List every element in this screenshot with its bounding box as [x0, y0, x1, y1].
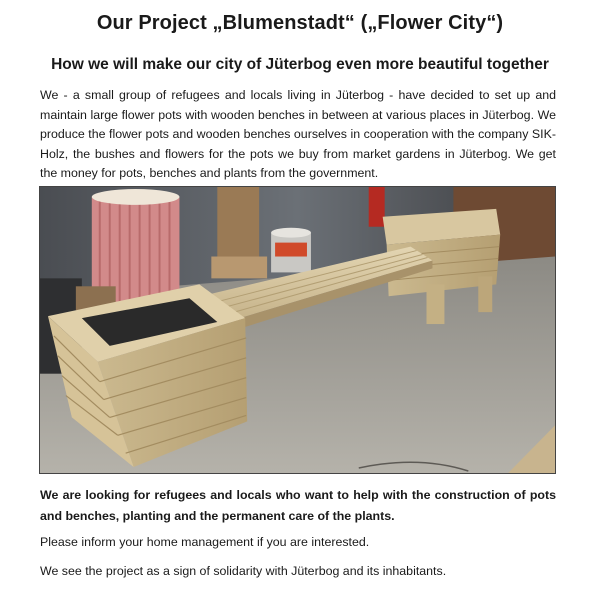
bench-photo: [39, 186, 556, 474]
page-title: Our Project „Blumenstadt“ („Flower City“): [96, 12, 504, 34]
solidarity-text: We see the project as a sign of solidarity with Jüterbog and its inhabitants.: [40, 564, 447, 578]
call-to-action: We are looking for refugees and locals who want to help with the construction of pots and benches, planting and the permanent care of the plants.: [40, 488, 556, 523]
page-subtitle: How we will make our city of Jüterbog even more beautiful together: [51, 56, 549, 73]
inform-text: Please inform your home management if you are interested.: [40, 535, 370, 549]
intro-paragraph: We - a small group of refugees and locals living in Jüterbog - have decided to set up and maintain large flower pots with wooden benches in between at various places in Jüterbog. We produce the flower pots and wooden benches ourselves in cooperation with the company SIK-Holz, the bushes and flowers for the pots we buy from market gardens in Jüterbog. We get the money for pots, benches and plants from the government.: [40, 88, 556, 181]
